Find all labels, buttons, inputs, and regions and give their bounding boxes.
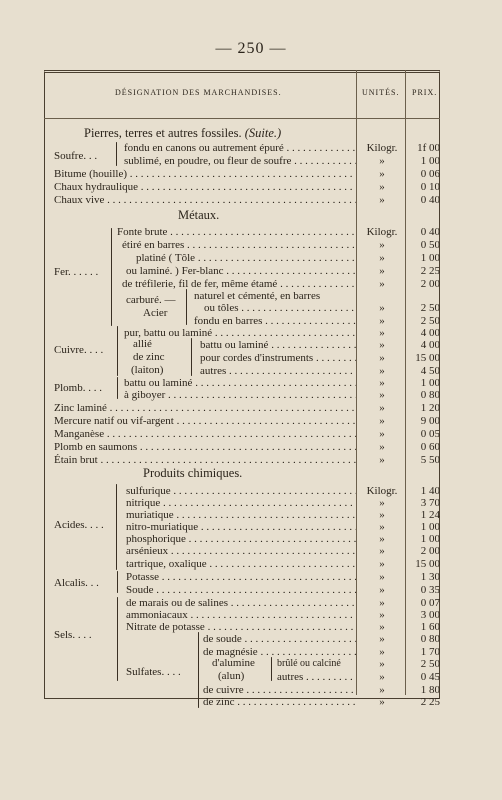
header-designation: DÉSIGNATION DES MARCHANDISES. xyxy=(115,88,282,97)
row-price: 0 06 xyxy=(420,168,440,180)
row-price: 1f 00 xyxy=(417,142,440,154)
row-unit: » xyxy=(379,533,385,545)
table-row xyxy=(0,141,502,155)
row-unit: » xyxy=(379,633,385,645)
row-price: 1 40 xyxy=(420,485,440,497)
table-row xyxy=(0,570,502,584)
group-label-alumine: d'alumine xyxy=(212,657,255,669)
table-row xyxy=(0,225,502,239)
table-row xyxy=(0,440,502,454)
row-unit: Kilogr. xyxy=(366,226,398,238)
row-price: 3 70 xyxy=(420,497,440,509)
row-unit: » xyxy=(379,621,385,633)
row-label: Zinc laminé . . . xyxy=(54,401,356,415)
group-label-sulfates: Sulfates. . . . xyxy=(126,666,181,678)
row-unit: » xyxy=(379,389,385,401)
row-price: 0 80 xyxy=(420,633,440,645)
row-price: 0 80 xyxy=(420,389,440,401)
row-label: naturel et cémenté, en barres xyxy=(194,290,321,302)
group-label-laiton: (laiton) xyxy=(131,364,164,376)
table-row xyxy=(0,453,502,467)
row-price: 1 70 xyxy=(420,646,440,658)
row-price: 0 60 xyxy=(420,441,440,453)
row-unit: » xyxy=(379,402,385,414)
row-price: 4 00 xyxy=(420,327,440,339)
row-unit: » xyxy=(379,684,385,696)
table-row xyxy=(0,583,502,597)
row-label: de zinc . . . xyxy=(203,695,356,709)
row-price: 4 00 xyxy=(420,339,440,351)
row-unit: » xyxy=(379,252,385,264)
row-label: ammoniacaux . . . xyxy=(126,608,356,622)
header-rule xyxy=(44,118,440,119)
group-label-carbure: carburé. — xyxy=(126,294,176,306)
row-unit: » xyxy=(379,315,385,327)
row-price: 1 00 xyxy=(420,155,440,167)
row-price: 2 00 xyxy=(420,545,440,557)
row-label: pour cordes d'instruments . . . xyxy=(200,351,356,365)
row-label: nitrique . . . xyxy=(126,496,356,510)
group-label-allie: allié xyxy=(133,338,152,350)
table-row xyxy=(0,695,502,709)
row-unit: » xyxy=(379,428,385,440)
row-price: 2 50 xyxy=(420,302,440,314)
section-title xyxy=(84,126,281,141)
row-price: 0 05 xyxy=(420,428,440,440)
row-label: Mercure natif ou vif-argent . . . xyxy=(54,414,356,428)
row-unit: » xyxy=(379,584,385,596)
row-unit: » xyxy=(379,377,385,389)
table-row xyxy=(0,388,502,402)
group-label-plomb: Plomb. . . . xyxy=(54,382,102,394)
header-price: PRIX. xyxy=(412,88,438,97)
row-price: 0 35 xyxy=(420,584,440,596)
row-unit: Kilogr. xyxy=(366,485,398,497)
row-price: 2 25 xyxy=(420,696,440,708)
row-label: Plomb en saumons . . . xyxy=(54,440,356,454)
row-unit: » xyxy=(379,646,385,658)
row-unit: » xyxy=(379,352,385,364)
row-price: 15 00 xyxy=(415,558,440,570)
row-label: Bitume (houille) . . . xyxy=(54,167,356,181)
row-unit: » xyxy=(379,265,385,277)
row-unit: » xyxy=(379,658,385,670)
row-label: de tréfilerie, fil de fer, même étamé . . . xyxy=(122,277,356,291)
row-label: de marais ou de salines . . . xyxy=(126,596,356,610)
row-label: Fonte brute . . . xyxy=(117,225,356,239)
table-row xyxy=(0,193,502,207)
row-unit: » xyxy=(379,365,385,377)
table-row xyxy=(0,264,502,278)
row-unit: » xyxy=(379,521,385,533)
row-unit: » xyxy=(379,415,385,427)
row-price: 1 60 xyxy=(420,621,440,633)
row-label: autres . . . xyxy=(200,364,356,378)
row-label: brûlé ou calciné xyxy=(277,658,341,669)
group-label-acier: Acier xyxy=(143,307,168,319)
row-unit: » xyxy=(379,671,385,683)
row-label: ou tôles . . . xyxy=(204,301,356,315)
table-row xyxy=(0,544,502,558)
row-price: 0 45 xyxy=(420,671,440,683)
row-label: battu ou laminé . . . xyxy=(200,338,356,352)
row-unit: » xyxy=(379,454,385,466)
row-unit: » xyxy=(379,497,385,509)
row-unit: » xyxy=(379,509,385,521)
row-price: 2 50 xyxy=(420,315,440,327)
group-label-sels: Sels. . . . xyxy=(54,629,92,641)
table-row xyxy=(0,401,502,415)
group-label-acides: Acides. . . . xyxy=(54,519,104,531)
row-price: 15 00 xyxy=(415,352,440,364)
row-label: nitro-muriatique . . . xyxy=(126,520,356,534)
table-row xyxy=(0,180,502,194)
header-units: UNITÉS. xyxy=(362,88,400,97)
row-unit: » xyxy=(379,597,385,609)
table-row xyxy=(0,351,502,365)
section-title-text: Pierres, terres et autres fossiles. xyxy=(84,126,242,140)
row-price: 1 00 xyxy=(420,377,440,389)
row-label: Étain brut . . . xyxy=(54,453,356,467)
table-row xyxy=(0,154,502,168)
group-label-de-zinc: de zinc xyxy=(133,351,165,363)
row-label: Manganèse . . . xyxy=(54,427,356,441)
table-row xyxy=(0,251,502,265)
row-label: platiné ( Tôle . . . xyxy=(136,251,356,265)
row-label: Soude . . . xyxy=(126,583,356,597)
row-price: 5 50 xyxy=(420,454,440,466)
group-label-alcalis: Alcalis. . . xyxy=(54,577,99,589)
row-label: fondu en canons ou autrement épuré . . . xyxy=(124,141,356,155)
group-label-alun: (alun) xyxy=(218,670,245,682)
row-unit: » xyxy=(379,168,385,180)
row-price: 1 80 xyxy=(420,684,440,696)
row-unit: » xyxy=(379,339,385,351)
table-row xyxy=(0,338,502,352)
group-label-cuivre: Cuivre. . . . xyxy=(54,344,104,356)
row-price: 0 07 xyxy=(420,597,440,609)
table-row xyxy=(0,670,502,684)
row-label: étiré en barres . . . xyxy=(122,238,356,252)
row-unit: Kilogr. xyxy=(366,142,398,154)
row-unit: » xyxy=(379,696,385,708)
page-number: — 250 — xyxy=(215,40,287,57)
row-price: 2 00 xyxy=(420,278,440,290)
section-title: Métaux. xyxy=(178,208,220,222)
row-price: 1 24 xyxy=(420,509,440,521)
group-label-fer: Fer. . . . . . xyxy=(54,266,99,278)
row-label: à giboyer . . . xyxy=(124,388,356,402)
row-unit: » xyxy=(379,558,385,570)
table-row xyxy=(0,632,502,646)
table-row xyxy=(0,238,502,252)
row-price: 1 00 xyxy=(420,252,440,264)
row-label: tartrique, oxalique . . . xyxy=(126,557,356,571)
section-title: Produits chimiques. xyxy=(143,466,243,480)
row-unit: » xyxy=(379,441,385,453)
row-label: Nitrate de potasse . . . xyxy=(126,620,356,634)
row-label: phosphorique . . . xyxy=(126,532,356,546)
row-label: sulfurique . . . xyxy=(126,484,356,498)
row-label: Chaux hydraulique . . . xyxy=(54,180,356,194)
row-unit: » xyxy=(379,181,385,193)
row-label: battu ou laminé . . . xyxy=(124,376,356,390)
row-unit: » xyxy=(379,571,385,583)
table-row xyxy=(0,657,502,671)
table-row xyxy=(0,557,502,571)
row-price: 1 20 xyxy=(420,402,440,414)
row-price: 4 50 xyxy=(420,365,440,377)
group-label-soufre: Soufre. . . xyxy=(54,150,98,162)
row-price: 3 00 xyxy=(420,609,440,621)
row-label: Potasse . . . xyxy=(126,570,356,584)
row-label: de magnésie . . . xyxy=(203,645,356,659)
row-unit: » xyxy=(379,239,385,251)
table-row xyxy=(0,167,502,181)
row-label: arsénieux . . . xyxy=(126,544,356,558)
row-label: fondu en barres . . . xyxy=(194,314,356,328)
row-label: sublimé, en poudre, ou fleur de soufre . . . xyxy=(124,154,356,168)
row-unit: » xyxy=(379,278,385,290)
row-price: 0 40 xyxy=(420,226,440,238)
row-label: autres . . . xyxy=(277,670,356,684)
row-price: 1 30 xyxy=(420,571,440,583)
row-price: 1 00 xyxy=(420,521,440,533)
row-label: ou laminé. ) Fer-blanc . . . xyxy=(126,264,356,278)
row-label: muriatique . . . xyxy=(126,508,356,522)
table-row xyxy=(0,427,502,441)
row-unit: » xyxy=(379,545,385,557)
row-price: 0 40 xyxy=(420,194,440,206)
row-label: pur, battu ou laminé . . . xyxy=(124,326,356,340)
row-unit: » xyxy=(379,194,385,206)
row-price: 2 50 xyxy=(420,658,440,670)
row-label: de soude . . . xyxy=(203,632,356,646)
row-price: 2 25 xyxy=(420,265,440,277)
row-price: 9 00 xyxy=(420,415,440,427)
row-label: de cuivre . . . xyxy=(203,683,356,697)
row-label: Chaux vive . . . xyxy=(54,193,356,207)
row-unit: » xyxy=(379,155,385,167)
table-row xyxy=(0,414,502,428)
row-unit: » xyxy=(379,327,385,339)
row-unit: » xyxy=(379,302,385,314)
row-price: 1 00 xyxy=(420,533,440,545)
section-suffix: (Suite.) xyxy=(244,126,282,140)
row-unit: » xyxy=(379,609,385,621)
row-price: 0 10 xyxy=(420,181,440,193)
row-price: 0 50 xyxy=(420,239,440,251)
table-row xyxy=(0,301,502,315)
